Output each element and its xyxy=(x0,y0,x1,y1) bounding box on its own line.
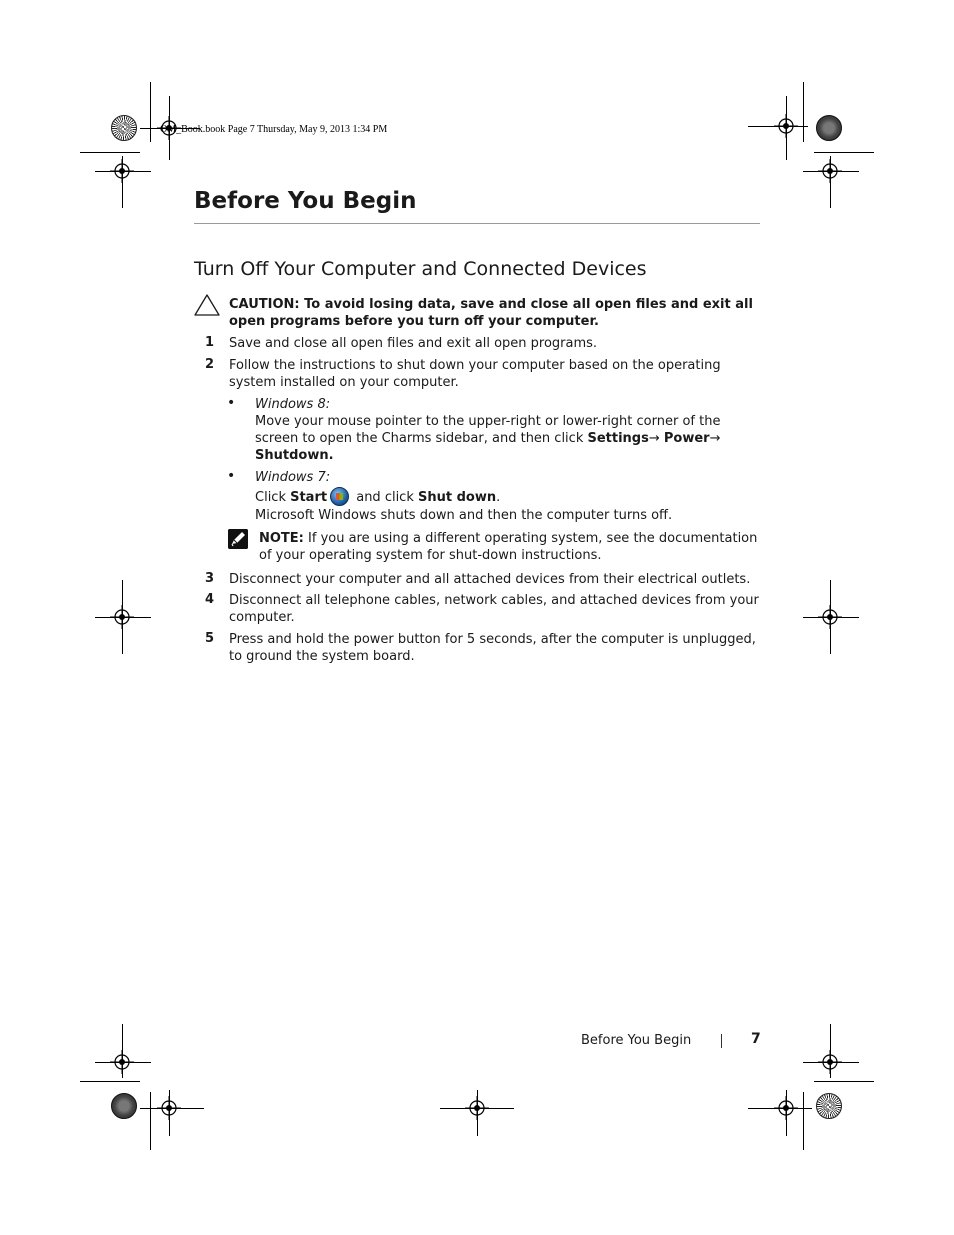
section-title: Turn Off Your Computer and Connected Devices xyxy=(194,258,647,280)
footer-separator xyxy=(721,1034,722,1048)
chapter-title: Before You Begin xyxy=(194,188,417,214)
registration-target-icon xyxy=(773,113,799,139)
registration-target-icon xyxy=(109,158,135,184)
step-text: Press and hold the power button for 5 seconds, after the computer is unplugged, to ground the system board. xyxy=(229,632,756,664)
caution-icon xyxy=(194,294,220,316)
registration-target-icon xyxy=(817,158,843,184)
step-number: 2 xyxy=(205,357,215,372)
starburst-mark-icon xyxy=(111,115,137,141)
shutdown-label: Shutdown. xyxy=(255,448,334,463)
registration-target-icon xyxy=(464,1095,490,1121)
step-number: 4 xyxy=(205,592,215,607)
step-text: Follow the instructions to shut down your computer based on the operating system installed on your computer. xyxy=(229,358,721,390)
start-label: Start xyxy=(290,490,328,505)
registration-target-icon xyxy=(156,1095,182,1121)
registration-target-icon xyxy=(817,1049,843,1075)
windows-7-instructions: Windows 7: Click Start and click Shut down. Microsoft Windows shuts down and then the computer turns off. xyxy=(255,470,673,523)
bullet: • xyxy=(227,468,236,484)
windows-8-instructions: Windows 8: Move your mouse pointer to the upper-right or lower-right corner of the screen to open the Charms sidebar, and then click Settings→ Power→ Shutdown. xyxy=(255,397,721,463)
starburst-mark-icon xyxy=(816,1093,842,1119)
windows-start-icon xyxy=(330,487,349,506)
registration-target-icon xyxy=(109,604,135,630)
note-pencil-icon xyxy=(228,529,248,549)
step-number: 1 xyxy=(205,335,215,350)
step-text: Disconnect all telephone cables, network cables, and attached devices from your computer. xyxy=(229,593,759,625)
starburst-mark-icon xyxy=(111,1093,137,1119)
registration-target-icon xyxy=(817,604,843,630)
registration-target-icon xyxy=(773,1095,799,1121)
print-slug: OM_Book.book Page 7 Thursday, May 9, 2013 1:34 PM xyxy=(160,124,388,135)
os-name: Windows 7: xyxy=(255,470,331,485)
step-text: Disconnect your computer and all attached devices from their electrical outlets. xyxy=(229,572,751,587)
step-number: 5 xyxy=(205,631,215,646)
bullet: • xyxy=(227,395,236,411)
settings-label: Settings xyxy=(587,431,649,446)
registration-target-icon xyxy=(109,1049,135,1075)
page-number: 7 xyxy=(751,1031,761,1047)
footer-title: Before You Begin xyxy=(581,1033,692,1048)
starburst-mark-icon xyxy=(816,115,842,141)
step-number: 3 xyxy=(205,571,215,586)
note-text: NOTE: If you are using a different operating system, see the documentation of your operating system for shut-down instructions. xyxy=(259,531,758,563)
title-rule xyxy=(194,223,760,224)
power-label: Power xyxy=(663,431,710,446)
shut-down-label: Shut down xyxy=(418,490,497,505)
caution-text: CAUTION: To avoid losing data, save and close all open files and exit all open programs before you turn off your computer. xyxy=(229,297,753,329)
os-name: Windows 8: xyxy=(255,397,331,412)
step-text: Save and close all open files and exit all open programs. xyxy=(229,336,598,351)
